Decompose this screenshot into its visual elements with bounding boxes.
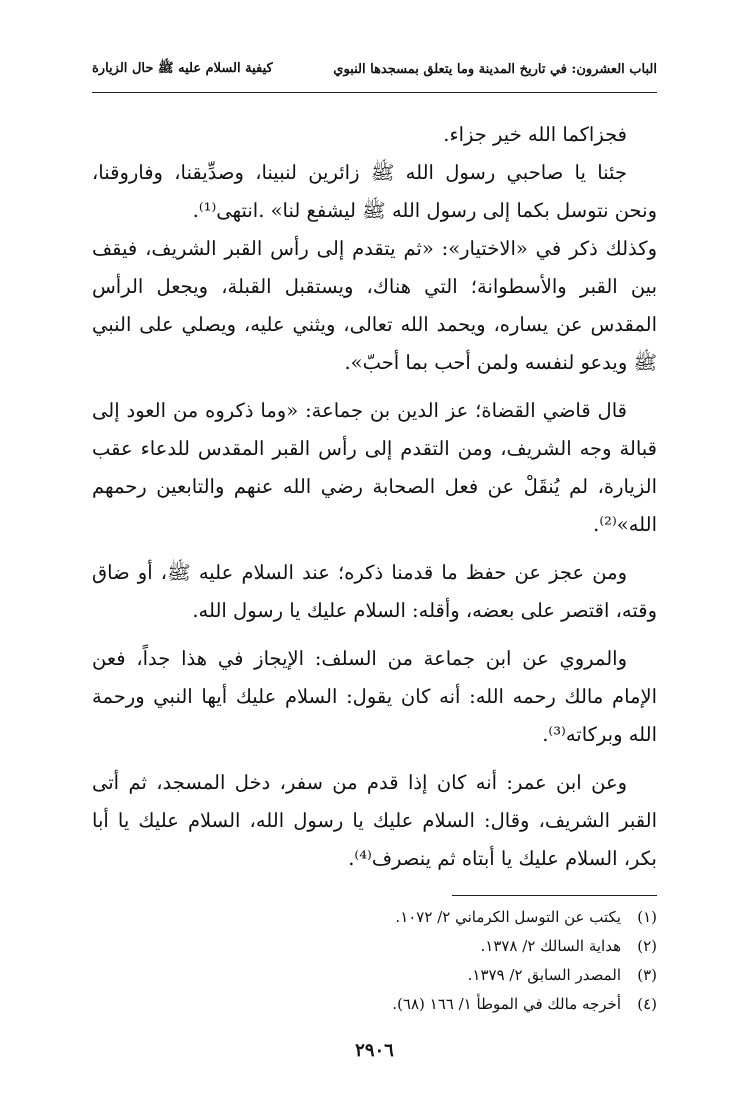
- header-rule: [92, 92, 657, 93]
- footnote-number: (٢): [637, 937, 657, 955]
- chapter-title: الباب العشرون: في تاريخ المدينة وما يتعلق بمسجدها النبوي: [333, 62, 657, 77]
- main-text: [92, 116, 657, 888]
- footnote-number: (٣): [637, 966, 657, 984]
- footnotes: [92, 903, 657, 1019]
- page-number: ٢٩٠٦: [355, 1040, 394, 1061]
- footnote: [92, 961, 657, 990]
- paragraph: وعن ابن عمر: أنه كان إذا قدم من سفر، دخل المسجد، ثم أتى القبر الشريف، وقال: السلام عليك يا رسول الله، السلام عليك يا أبا بكر، السلام عليك يا أبتاه ثم ينصرف⁽⁴⁾.: [92, 771, 657, 870]
- paragraph: قال قاضي القضاة؛ عز الدين بن جماعة: «وما ذكروه من العود إلى قبالة وجه الشريف، ومن التقدم إلى رأس القبر المقدس للدعاء عقب الزيارة، لم يُنقَلْ عن فعل الصحابة رضي الله عنهم والتابعين رحمهم الله»⁽²⁾.: [92, 399, 657, 536]
- footnote: [92, 990, 657, 1019]
- paragraph: ومن عجز عن حفظ ما قدمنا ذكره؛ عند السلام عليه ﷺ، أو ضاق وقته، اقتصر على بعضه، وأقله: السلام عليك يا رسول الله.: [92, 561, 657, 622]
- footnote-number: (١): [637, 908, 657, 926]
- paragraph: فجزاكما الله خير جزاء.: [443, 123, 627, 146]
- footnote-text: يكتب عن التوسل الكرماني ٢/ ١٠٧٢.: [395, 908, 621, 926]
- paragraph: وكذلك ذكر في «الاختيار»: «ثم يتقدم إلى رأس القبر الشريف، فيقف بين القبر والأسطوانة؛ التي هناك، ويستقبل القبلة، ويجعل الرأس المقدس عن يساره، ويحمد الله تعالى، ويثني عليه، ويصلي على النبي ﷺ ويدعو لنفسه ولمن أحب بما أحبّ».: [92, 237, 657, 374]
- running-head: [92, 60, 657, 79]
- paragraph: جئنا يا صاحبي رسول الله ﷺ زائرين لنبينا، وصدِّيقنا، وفاروقنا، ونحن نتوسل بكما إلى رسول الله ﷺ ليشفع لنا» .انتهى⁽¹⁾.: [92, 161, 657, 222]
- paragraph: والمروي عن ابن جماعة من السلف: الإيجاز في هذا جداً، فعن الإمام مالك رحمه الله: أنه كان يقول: السلام عليك أيها النبي ورحمة الله وبركاته⁽³⁾.: [92, 647, 657, 746]
- footnote: [92, 932, 657, 961]
- footnote: [92, 903, 657, 932]
- footnote-rule: [452, 895, 657, 896]
- footnote-text: المصدر السابق ٢/ ١٣٧٩.: [467, 966, 621, 984]
- section-title: كيفية السلام عليه ﷺ حال الزيارة: [92, 61, 273, 76]
- footnote-number: (٤): [637, 995, 657, 1013]
- footnote-text: أخرجه مالك في الموطأ ١/ ١٦٦ (٦٨).: [392, 995, 621, 1013]
- footnote-text: هداية السالك ٢/ ١٣٧٨.: [480, 937, 621, 955]
